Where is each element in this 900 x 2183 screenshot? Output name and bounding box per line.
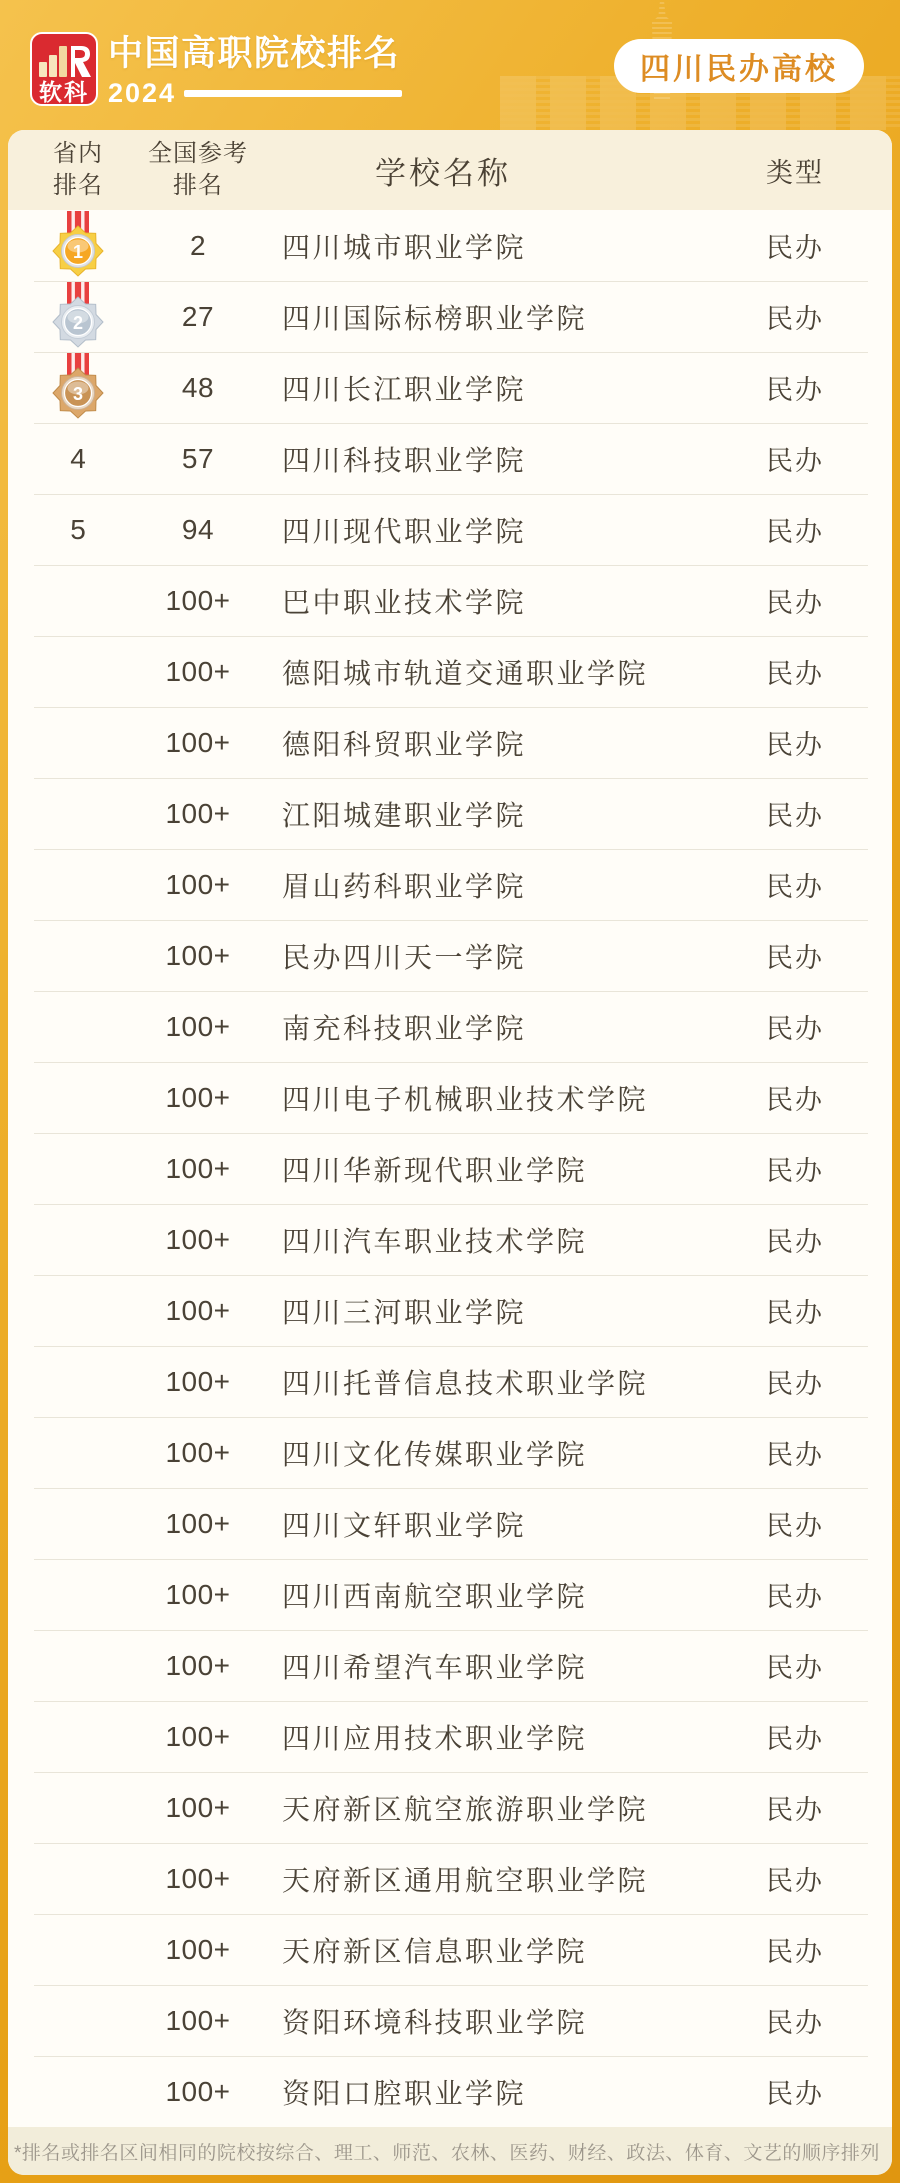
school-name-cell: 四川城市职业学院 <box>282 231 527 263</box>
shanghairanking-logo <box>30 32 98 106</box>
school-name-cell: 四川长江职业学院 <box>282 373 527 405</box>
school-name-cell: 四川电子机械职业技术学院 <box>282 1083 649 1115</box>
table-row <box>8 2056 892 2127</box>
title-underline-bar <box>184 90 402 97</box>
national-rank-cell: 100+ <box>165 1933 231 1965</box>
provincial-rank-cell: 5 <box>70 513 86 545</box>
medal-gold-icon <box>50 211 106 277</box>
national-rank-cell: 100+ <box>165 1649 231 1681</box>
type-cell: 民办 <box>766 375 824 405</box>
logo-barchart-icon <box>32 34 96 104</box>
national-rank-cell: 100+ <box>165 1578 231 1610</box>
school-name-cell: 四川国际标榜职业学院 <box>282 302 588 334</box>
school-name-cell: 四川文轩职业学院 <box>282 1509 527 1541</box>
national-rank-cell: 100+ <box>165 1862 231 1894</box>
national-rank-cell: 100+ <box>165 1081 231 1113</box>
national-rank-cell: 100+ <box>165 1223 231 1255</box>
national-rank-cell: 100+ <box>165 2004 231 2036</box>
provincial-rank-cell <box>50 210 106 281</box>
title-block <box>108 34 402 108</box>
school-name-cell: 德阳城市轨道交通职业学院 <box>282 657 649 689</box>
type-cell: 民办 <box>766 1724 824 1754</box>
table-row <box>8 991 892 1062</box>
national-rank-cell: 100+ <box>165 1720 231 1752</box>
svg-text:1: 1 <box>72 242 84 262</box>
footnote-text: *排名或排名区间相同的院校按综合、理工、师范、农林、医药、财经、政法、体育、文艺的顺序排列 <box>14 2142 880 2164</box>
col-header-type: 类型 <box>766 157 824 188</box>
type-cell: 民办 <box>766 304 824 334</box>
table-row <box>8 1985 892 2056</box>
table-row <box>8 1843 892 1914</box>
national-rank-cell: 100+ <box>165 2075 231 2107</box>
svg-text:2: 2 <box>72 313 84 333</box>
type-cell: 民办 <box>766 1653 824 1683</box>
national-rank-cell: 27 <box>181 300 215 332</box>
national-rank-cell: 2 <box>189 229 207 261</box>
provincial-rank-cell: 4 <box>70 442 86 474</box>
national-rank-cell: 100+ <box>165 1294 231 1326</box>
table-row <box>8 494 892 565</box>
medal-bronze-icon <box>50 353 106 419</box>
ranking-table-panel <box>8 130 892 2175</box>
school-name-cell: 民办四川天一学院 <box>282 941 527 973</box>
national-rank-cell: 94 <box>181 513 215 545</box>
type-cell: 民办 <box>766 943 824 973</box>
table-row <box>8 778 892 849</box>
table-row <box>8 1133 892 1204</box>
school-name-cell: 资阳环境科技职业学院 <box>282 2006 588 2038</box>
type-cell: 民办 <box>766 233 824 263</box>
table-row <box>8 210 892 281</box>
table-row <box>8 1275 892 1346</box>
type-cell: 民办 <box>766 1298 824 1328</box>
type-cell: 民办 <box>766 1511 824 1541</box>
type-cell: 民办 <box>766 2008 824 2038</box>
type-cell: 民办 <box>766 517 824 547</box>
col-header-provincial-rank: 省内 排名 <box>53 140 103 199</box>
type-cell: 民办 <box>766 1369 824 1399</box>
logo-brand-text: 软科 <box>39 79 89 104</box>
national-rank-cell: 100+ <box>165 1791 231 1823</box>
col-header-school-name: 学校名称 <box>375 155 511 191</box>
national-rank-cell: 100+ <box>165 797 231 829</box>
type-cell: 民办 <box>766 1937 824 1967</box>
type-cell: 民办 <box>766 801 824 831</box>
table-header-row <box>8 130 892 210</box>
table-row <box>8 1701 892 1772</box>
national-rank-cell: 100+ <box>165 1436 231 1468</box>
year-row <box>108 78 402 108</box>
school-name-cell: 四川西南航空职业学院 <box>282 1580 588 1612</box>
table-row <box>8 1559 892 1630</box>
table-row <box>8 1204 892 1275</box>
page-title: 中国高职院校排名 <box>108 34 401 73</box>
type-cell: 民办 <box>766 659 824 689</box>
table-row <box>8 565 892 636</box>
type-cell: 民办 <box>766 730 824 760</box>
national-rank-cell: 100+ <box>165 655 231 687</box>
year-label: 2024 <box>108 78 177 108</box>
table-row <box>8 423 892 494</box>
medal-silver-icon <box>50 282 106 348</box>
school-name-cell: 四川希望汽车职业学院 <box>282 1651 588 1683</box>
table-row <box>8 1062 892 1133</box>
school-name-cell: 四川应用技术职业学院 <box>282 1722 588 1754</box>
type-cell: 民办 <box>766 1866 824 1896</box>
table-row <box>8 281 892 352</box>
category-badge-label: 四川民办高校 <box>640 53 838 86</box>
table-footer <box>8 2127 892 2175</box>
svg-text:3: 3 <box>72 384 84 404</box>
table-row <box>8 636 892 707</box>
national-rank-cell: 100+ <box>165 1365 231 1397</box>
type-cell: 民办 <box>766 1085 824 1115</box>
school-name-cell: 南充科技职业学院 <box>282 1012 527 1044</box>
type-cell: 民办 <box>766 1582 824 1612</box>
national-rank-cell: 48 <box>181 371 215 403</box>
type-cell: 民办 <box>766 1227 824 1257</box>
school-name-cell: 四川科技职业学院 <box>282 444 527 476</box>
national-rank-cell: 100+ <box>165 726 231 758</box>
type-cell: 民办 <box>766 588 824 618</box>
table-row <box>8 1488 892 1559</box>
school-name-cell: 四川汽车职业技术学院 <box>282 1225 588 1257</box>
national-rank-cell: 100+ <box>165 939 231 971</box>
national-rank-cell: 100+ <box>165 1010 231 1042</box>
national-rank-cell: 100+ <box>165 1152 231 1184</box>
table-row <box>8 1630 892 1701</box>
type-cell: 民办 <box>766 1014 824 1044</box>
type-cell: 民办 <box>766 1440 824 1470</box>
school-name-cell: 四川托普信息技术职业学院 <box>282 1367 649 1399</box>
provincial-rank-cell <box>50 281 106 352</box>
national-rank-cell: 100+ <box>165 868 231 900</box>
school-name-cell: 资阳口腔职业学院 <box>282 2077 527 2109</box>
table-row <box>8 920 892 991</box>
school-name-cell: 德阳科贸职业学院 <box>282 728 527 760</box>
school-name-cell: 天府新区通用航空职业学院 <box>282 1864 649 1896</box>
table-body <box>8 210 892 2127</box>
category-badge <box>614 39 864 93</box>
table-row <box>8 1346 892 1417</box>
school-name-cell: 天府新区信息职业学院 <box>282 1935 588 1967</box>
school-name-cell: 四川华新现代职业学院 <box>282 1154 588 1186</box>
top-banner <box>0 0 900 130</box>
school-name-cell: 四川文化传媒职业学院 <box>282 1438 588 1470</box>
table-row <box>8 849 892 920</box>
national-rank-cell: 100+ <box>165 584 231 616</box>
national-rank-cell: 57 <box>181 442 215 474</box>
type-cell: 民办 <box>766 1795 824 1825</box>
national-rank-cell: 100+ <box>165 1507 231 1539</box>
type-cell: 民办 <box>766 1156 824 1186</box>
type-cell: 民办 <box>766 446 824 476</box>
table-row <box>8 352 892 423</box>
table-row <box>8 1772 892 1843</box>
school-name-cell: 巴中职业技术学院 <box>282 586 527 618</box>
table-row <box>8 1417 892 1488</box>
school-name-cell: 江阳城建职业学院 <box>282 799 527 831</box>
table-row <box>8 707 892 778</box>
school-name-cell: 四川现代职业学院 <box>282 515 527 547</box>
school-name-cell: 眉山药科职业学院 <box>282 870 527 902</box>
provincial-rank-cell <box>50 352 106 423</box>
school-name-cell: 天府新区航空旅游职业学院 <box>282 1793 649 1825</box>
school-name-cell: 四川三河职业学院 <box>282 1296 527 1328</box>
col-header-national-rank: 全国参考 排名 <box>148 140 248 199</box>
type-cell: 民办 <box>766 872 824 902</box>
type-cell: 民办 <box>766 2079 824 2109</box>
table-row <box>8 1914 892 1985</box>
